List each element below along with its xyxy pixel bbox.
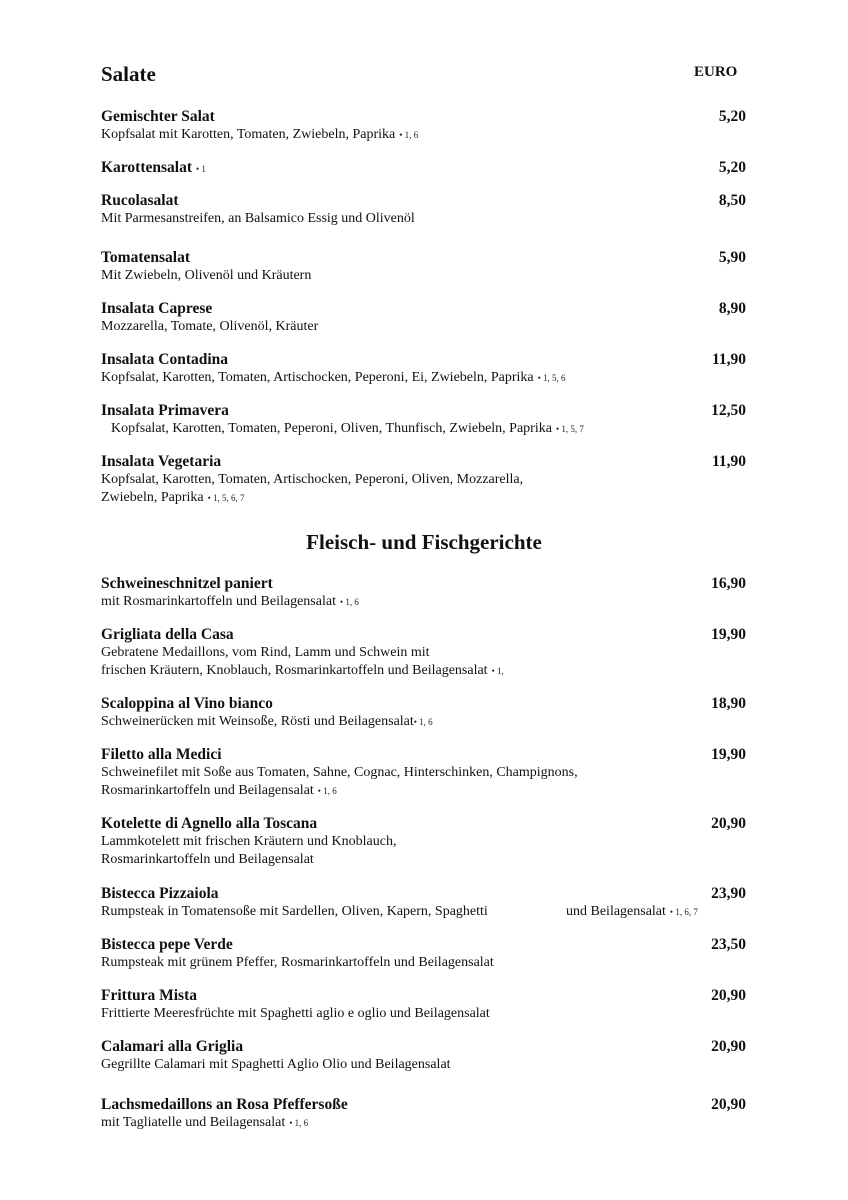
allergen-note: • 1, 5, 6 [537,373,566,383]
item-price: 18,90 [711,695,746,712]
item-name: Schweineschnitzel paniert [101,575,273,592]
allergen-note: • 1, 6 [399,130,419,140]
item-price: 20,90 [711,1096,746,1113]
allergen-note: • 1, 6 [317,786,337,796]
item-name: Bistecca pepe Verde [101,936,233,953]
allergen-note: • 1, 6 [413,717,433,727]
item-desc: Rumpsteak in Tomatensoße mit Sardellen, Oliven, Kapern, Spaghetti [101,904,488,919]
item-desc: Kopfsalat, Karotten, Tomaten, Peperoni, Oliven, Thunfisch, Zwiebeln, Paprika [111,421,552,436]
allergen-note: • 1, 6, 7 [669,907,698,917]
item-price: 11,90 [711,351,746,368]
item-price: 20,90 [711,987,746,1004]
item-desc: Gebratene Medaillons, vom Rind, Lamm und Schwein mit [101,645,430,660]
allergen-note: • 1, [491,666,504,676]
item-desc: Kopfsalat, Karotten, Tomaten, Artischocken, Peperoni, Ei, Zwiebeln, Paprika [101,370,534,385]
item-name: Gemischter Salat [101,108,215,125]
menu-item [101,987,490,1023]
item-price: 23,90 [711,885,746,902]
menu-item [101,626,504,680]
menu-item [101,695,433,731]
item-name: Karottensalat [101,159,192,176]
menu-item [101,1038,451,1074]
item-desc-tail: und Beilagensalat [566,904,666,919]
item-name: Bistecca Pizzaiola [101,885,219,902]
item-name: Kotelette di Agnello alla Toscana [101,815,318,832]
item-name: Calamari alla Griglia [101,1038,244,1055]
item-name: Tomatensalat [101,249,190,266]
item-price: 5,90 [718,249,746,266]
item-name: Lachsmedaillons an Rosa Pfeffersoße [101,1096,348,1113]
item-desc: Zwiebeln, Paprika [101,490,204,505]
item-price: 20,90 [711,815,746,832]
item-name: Insalata Vegetaria [101,453,222,470]
menu-item [101,249,311,285]
item-price: 5,20 [718,108,746,125]
allergen-note: • 1, 6 [289,1118,309,1128]
item-desc: Schweinerücken mit Weinsoße, Rösti und Beilagensalat [101,714,414,729]
currency-label: EURO [694,64,738,80]
item-name: Insalata Primavera [101,402,229,419]
menu-item [101,159,206,177]
item-name: Insalata Caprese [101,300,213,317]
menu-item [101,575,359,611]
section-title-fleisch: Fleisch- und Fischgerichte [306,530,542,554]
item-name: Frittura Mista [101,987,197,1004]
menu-item [101,300,318,336]
menu-item [101,815,396,869]
item-price: 5,20 [718,159,746,176]
item-desc: Rosmarinkartoffeln und Beilagensalat [101,852,314,867]
item-price: 19,90 [711,746,746,763]
item-name: Scaloppina al Vino bianco [101,695,273,712]
allergen-note: • 1, 6 [339,597,359,607]
section-title-salate: Salate [101,62,156,86]
item-price: 19,90 [711,626,746,643]
menu-item [101,402,584,438]
item-desc: Gegrillte Calamari mit Spaghetti Aglio Olio und Beilagensalat [101,1057,451,1072]
menu-item [101,192,415,228]
item-desc: Frittierte Meeresfrüchte mit Spaghetti aglio e oglio und Beilagensalat [101,1006,490,1021]
item-desc: Schweinefilet mit Soße aus Tomaten, Sahne, Cognac, Hinterschinken, Champignons, [101,765,578,780]
item-name: Filetto alla Medici [101,746,222,763]
menu-item [101,936,494,972]
allergen-note: • 1 [195,164,206,174]
item-desc: Mit Zwiebeln, Olivenöl und Kräutern [101,268,312,283]
item-desc: Kopfsalat mit Karotten, Tomaten, Zwiebeln, Paprika [101,127,396,142]
item-price: 11,90 [711,453,746,470]
item-price: 8,50 [718,192,746,209]
item-name: Rucolasalat [101,192,179,209]
menu-item [101,746,578,800]
menu-item [101,1096,348,1132]
item-price: 20,90 [711,1038,746,1055]
allergen-note: • 1, 5, 6, 7 [207,493,245,503]
item-price: 8,90 [718,300,746,317]
item-name: Grigliata della Casa [101,626,234,643]
item-desc: Mit Parmesanstreifen, an Balsamico Essig und Olivenöl [101,211,415,226]
item-price: 16,90 [711,575,746,592]
menu-item [101,108,418,144]
item-price: 12,50 [711,402,746,419]
menu-item [101,453,523,507]
item-desc: frischen Kräutern, Knoblauch, Rosmarinkartoffeln und Beilagensalat [101,663,488,678]
menu-item [101,351,566,387]
item-desc: mit Tagliatelle und Beilagensalat [101,1115,286,1130]
menu-item [101,885,488,921]
item-desc: mit Rosmarinkartoffeln und Beilagensalat [101,594,336,609]
item-price: 23,50 [711,936,746,953]
item-desc: Mozzarella, Tomate, Olivenöl, Kräuter [101,319,319,334]
item-desc: Rosmarinkartoffeln und Beilagensalat [101,783,314,798]
item-name: Insalata Contadina [101,351,229,368]
item-desc: Lammkotelett mit frischen Kräutern und Knoblauch, [101,834,397,849]
allergen-note: • 1, 5, 7 [555,424,584,434]
item-desc: Kopfsalat, Karotten, Tomaten, Artischocken, Peperoni, Oliven, Mozzarella, [101,472,524,487]
item-desc: Rumpsteak mit grünem Pfeffer, Rosmarinkartoffeln und Beilagensalat [101,955,494,970]
